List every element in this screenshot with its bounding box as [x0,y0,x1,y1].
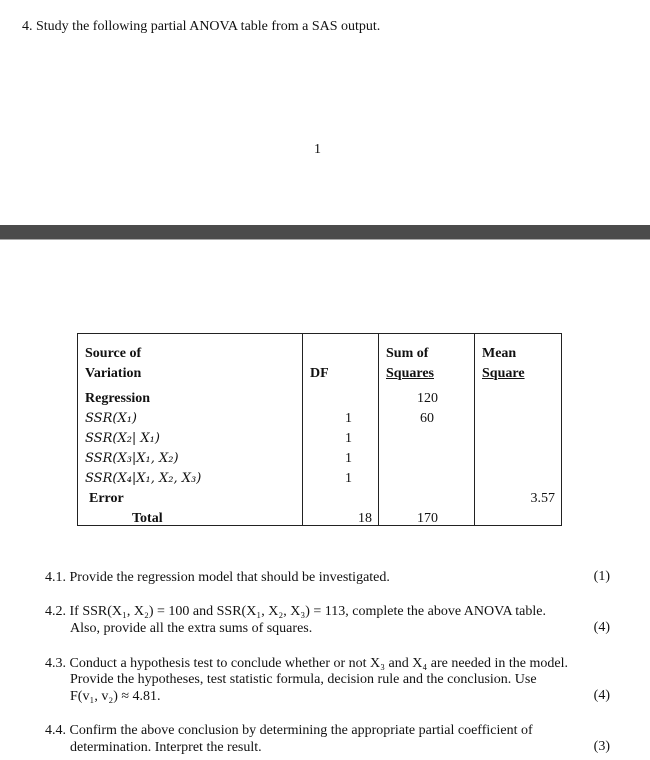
row-ssr2-label: SSR(X₂| X₁) [85,431,160,446]
row-total-df: 18 [358,511,372,526]
row-regression-ss: 120 [417,391,438,406]
q4-4-text-line1: 4.4. Confirm the above conclusion by determining the appropriate partial coefficient of [45,723,533,738]
q4-3-text-line3: F(v₁, v₂) ≈ 4.81. [70,689,161,704]
page-number: 1 [314,142,321,157]
q4-4-text-line2: determination. Interpret the result. [70,740,262,755]
row-ssr2-df: 1 [345,431,352,446]
question-heading: 4. Study the following partial ANOVA table from a SAS output. [22,19,381,34]
row-ssr3-label: SSR(X₃|X₁, X₂) [85,451,179,466]
row-ssr1-ss: 60 [420,411,434,426]
row-ssr3-df: 1 [345,451,352,466]
header-ss-line1: Sum of [386,346,429,361]
row-error-label: Error [89,491,124,506]
row-total-label: Total [132,511,163,526]
header-ss-line2: Squares [386,366,434,381]
q4-2-text-line2: Also, provide all the extra sums of squares. [70,621,313,636]
row-ssr4-label: SSR(X₄|X₁, X₂, X₃) [85,471,202,486]
table-divider-ss [378,333,379,526]
header-ms-line2: Square [482,366,525,381]
header-ms-line1: Mean [482,346,517,361]
q4-1-text: 4.1. Provide the regression model that should be investigated. [45,570,390,585]
header-df: DF [310,366,329,381]
page-divider-bar [0,225,650,240]
header-source-line2: Variation [85,366,142,381]
row-regression-label: Regression [85,391,151,406]
q4-3-marks: (4) [593,688,610,703]
header-source-line1: Source of [85,346,142,361]
row-ssr1-label: SSR(X₁) [85,411,137,426]
q4-2-marks: (4) [593,620,610,635]
q4-2-text-line1: 4.2. If SSR(X₁, X₂) = 100 and SSR(X₁, X₂, X₃) = 113, complete the above ANOVA table. [45,604,546,619]
q4-3-text-line2: Provide the hypotheses, test statistic formula, decision rule and the conclusion. Use [70,672,537,687]
row-ssr4-df: 1 [345,471,352,486]
table-divider-ms [474,333,475,526]
table-divider-df [302,333,303,526]
row-error-ms: 3.57 [530,491,555,506]
row-ssr1-df: 1 [345,411,352,426]
row-total-ss: 170 [417,511,438,526]
q4-3-text-line1: 4.3. Conduct a hypothesis test to conclude whether or not X₃ and X₄ are needed in the model. [45,656,568,671]
q4-1-marks: (1) [593,569,610,584]
q4-4-marks: (3) [593,739,610,754]
